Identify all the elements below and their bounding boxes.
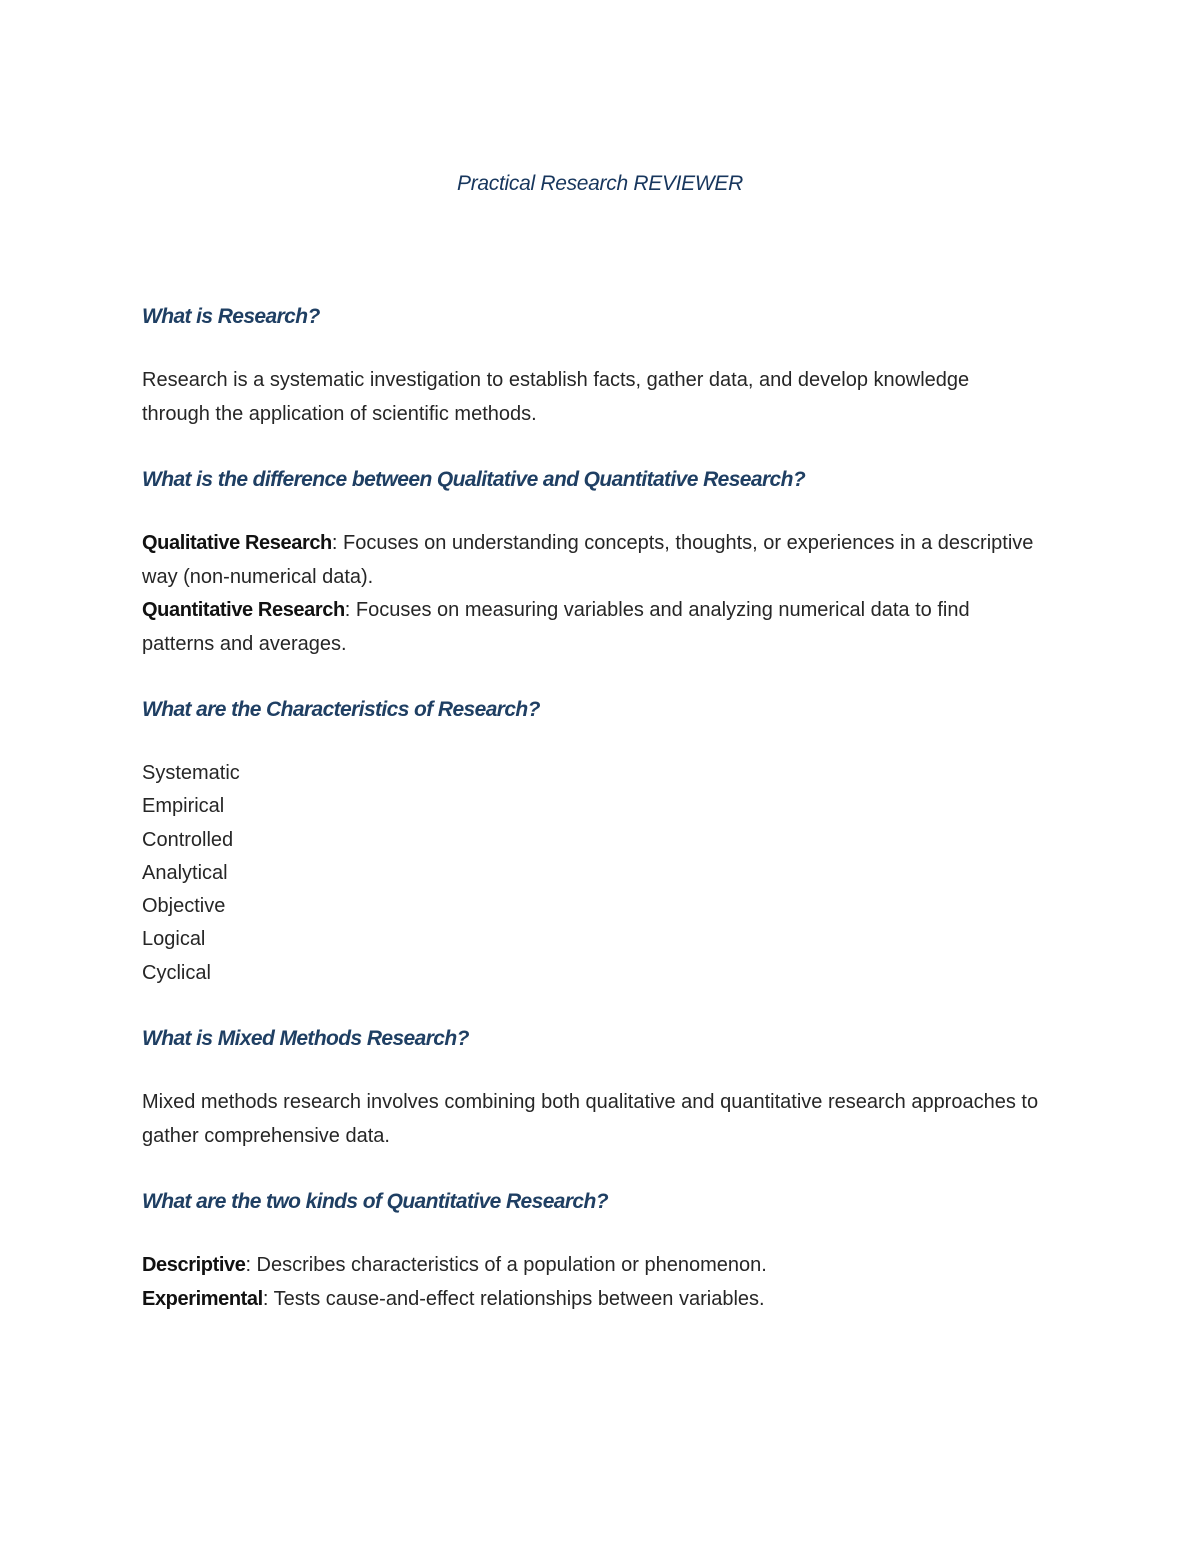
definition-qualitative xyxy=(142,527,1042,594)
term-qualitative: Qualitative Research xyxy=(142,532,332,554)
term-descriptive: Descriptive xyxy=(142,1254,246,1277)
document-title: Practical Research REVIEWER xyxy=(457,172,743,195)
heading-characteristics: What are the Characteristics of Research? xyxy=(142,698,540,721)
heading-difference: What is the difference between Qualitative and Quantitative Research? xyxy=(142,468,806,491)
text-qualitative: : Focuses on understanding concepts, thoughts, or experiences in a descriptive way (non-numerical data). xyxy=(142,532,1034,588)
text-quantitative: : Focuses on measuring variables and analyzing numerical data to find patterns and averages. xyxy=(142,599,970,655)
list-item: Objective xyxy=(142,895,226,918)
definition-quantitative xyxy=(142,594,1042,661)
document-body xyxy=(142,300,1042,1316)
paragraph-mixed-methods: Mixed methods research involves combining both qualitative and quantitative research approaches to gather comprehensive data. xyxy=(142,1091,1039,1147)
term-experimental: Experimental xyxy=(142,1287,263,1310)
list-item: Controlled xyxy=(142,828,234,851)
list-item: Analytical xyxy=(142,861,228,884)
list-item: Logical xyxy=(142,928,206,951)
characteristics-list xyxy=(142,757,1042,990)
heading-kinds: What are the two kinds of Quantitative Research? xyxy=(142,1190,608,1214)
heading-mixed-methods: What is Mixed Methods Research? xyxy=(142,1027,469,1051)
term-quantitative: Quantitative Research xyxy=(142,599,345,621)
list-item: Cyclical xyxy=(142,961,211,984)
list-item: Systematic xyxy=(142,762,240,784)
text-experimental: : Tests cause-and-effect relationships between variables. xyxy=(262,1287,765,1310)
definition-experimental xyxy=(142,1283,1042,1317)
text-descriptive: : Describes characteristics of a population or phenomenon. xyxy=(245,1254,767,1277)
heading-what-is-research: What is Research? xyxy=(142,305,320,328)
definition-descriptive xyxy=(142,1249,1042,1283)
list-item: Empirical xyxy=(142,795,225,818)
paragraph-research-definition: Research is a systematic investigation to establish facts, gather data, and develop knowledge through the application of scientific methods. xyxy=(142,369,970,425)
